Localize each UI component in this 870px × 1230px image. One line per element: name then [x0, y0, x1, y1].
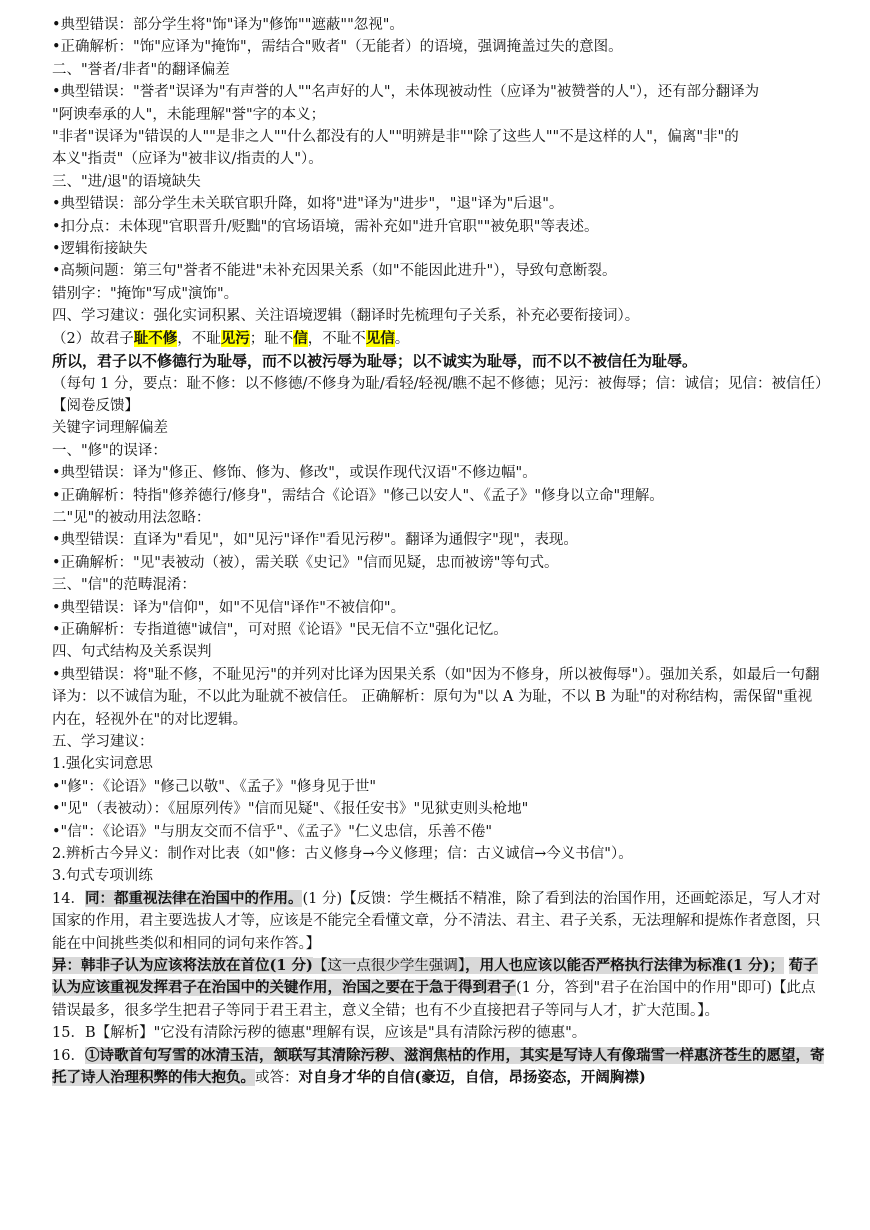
- text-line: •正确解析：专指道德"诚信"，可对照《论语》"民无信不立"强化记忆。: [52, 621, 508, 638]
- q2-answer: 所以，君子以不修德行为耻辱，而不以被污辱为耻辱；以不诚实为耻辱，而不以不被信任为耻辱。: [52, 352, 698, 371]
- section-heading: 二、"誉者/非者"的翻译偏差: [52, 61, 230, 78]
- text-line: •正确解析："见"表被动（被），需关联《史记》"信而见疑，忠而被谤"等句式。: [52, 554, 559, 571]
- section-heading: 五、学习建议：: [52, 734, 154, 750]
- text-line: •典型错误：译为"信仰"，如"不见信"译作"不被信仰"。: [52, 599, 406, 616]
- q14-feedback: (1 分)【反馈：学生概括不精准，除了看到法的治国作用，还画蛇添足，写人才对国家的作用，君主要选拔人才等，应该是不能完全看懂文章，分不清法、君主、君子关系，无法理解和提炼作者意图，只能在中间挑些类似和相同的词句来作答。】: [52, 890, 821, 952]
- q16-or: 或答：: [255, 1070, 299, 1087]
- text-line: •典型错误：部分学生将"饰"译为"修饰""遮蔽""忽视"。: [52, 17, 404, 33]
- q2-text: ，不耻: [177, 330, 221, 347]
- question-2-sentence: [52, 328, 826, 350]
- text-line: •典型错误：直译为"看见"，如"见污"译作"看见污秽"。翻译为通假字"现"，表现。: [52, 532, 578, 549]
- text-line: 3.句式专项训练: [52, 868, 153, 885]
- question-14-difference: [52, 955, 826, 1022]
- q14-yi-4: 荀子认为应该重视发挥君子在治国中的关键作用，治国之要在于急于得到君子: [52, 957, 818, 997]
- q2-text: 。: [394, 330, 410, 347]
- text-line: 1.强化实词意思: [52, 756, 153, 773]
- question-15: 15．B【解析】"它没有清除污秽的德惠"理解有误，应该是"具有清除污秽的德惠"。: [52, 1025, 587, 1042]
- section-heading: 四、学习建议：强化实词积累、关注语境逻辑（翻译时先梳理句子关系，补充必要衔接词）。: [52, 308, 640, 325]
- q14-number: 14．: [52, 890, 85, 907]
- section-heading: 二"见"的被动用法忽略：: [52, 509, 211, 526]
- text-line: •正确解析："饰"应译为"掩饰"，需结合"败者"（无能者）的语境，强调掩盖过失的意图。: [52, 39, 623, 56]
- q2-text: （2）故君子: [52, 330, 134, 347]
- section-heading: 三、"信"的范畴混淆：: [52, 577, 196, 594]
- q2-scoring: （每句 1 分，要点：耻不修：以不修德/不修身为耻/看轻/轻视/瞧不起不修德；见污：被侮辱；信：诚信；见信：被信任）: [52, 375, 830, 392]
- text-line: •典型错误：部分学生未关联官职升降，如将"进"译为"进步"，"退"译为"后退"。: [52, 196, 564, 213]
- question-16: [52, 1045, 826, 1090]
- q2-keyword: 耻不修: [133, 329, 178, 347]
- q2-keyword: 信: [293, 329, 308, 347]
- text-line: "非者"误译为"错误的人""是非之人""什么都没有的人""明辨是非""除了这些人""不是这样的人"，偏离"非"的: [52, 129, 739, 146]
- text-line: 错别字："掩饰"写成"演饰"。: [52, 285, 239, 302]
- text-line: 2.辨析古今异义：制作对比表（如"修：古义修身→今义修理；信：古义诚信→今义书信"）。: [52, 846, 633, 863]
- q16-answer: ①诗歌首句写雪的冰清玉洁，颔联写其清除污秽、滋润焦枯的作用，其实是写诗人有像瑞雪一样惠济苍生的愿望，寄托了诗人治理积弊的伟大抱负。: [52, 1046, 825, 1087]
- q2-text: ；耻不: [249, 330, 294, 347]
- q2-keyword: 见污: [220, 329, 250, 347]
- text-line: 关键字词理解偏差: [52, 420, 168, 437]
- text-line: "阿谀奉承的人"，未能理解"誉"字的本义；: [52, 106, 326, 123]
- q14-yi-2: 【这一点很少学生强调】: [312, 958, 466, 975]
- text-line: •高频问题：第三句"誉者不能进"未补充因果关系（如"不能因此进升"），导致句意断裂。: [52, 263, 617, 280]
- q16-number: 16．: [52, 1047, 85, 1064]
- q14-yi-1: 异：韩非子认为应该将法放在首位(1 分): [52, 957, 313, 975]
- feedback-heading: 【阅卷反馈】: [52, 397, 139, 414]
- text-line: •扣分点：未体现"官职晋升/贬黜"的官场语境，需补充如"进升官职""被免职"等表述。: [52, 218, 599, 235]
- q14-yi-3: ，用人也应该以能否严格执行法律为标准(1 分)；: [465, 957, 784, 975]
- q2-keyword: 见信: [365, 329, 395, 347]
- q16-alt: 对自身才华的自信(豪迈，自信，昂扬姿态，开阔胸襟): [298, 1069, 646, 1087]
- question-14: [52, 888, 826, 955]
- section-heading: 三、"进/退"的语境缺失: [52, 173, 201, 190]
- q2-text: ，不耻不: [307, 330, 366, 347]
- text-line: •正确解析：特指"修养德行/修身"，需结合《论语》"修己以安人"、《孟子》"修身以立命"理解。: [52, 487, 664, 504]
- text-line: •"信"：《论语》"与朋友交而不信乎"、《孟子》"仁义忠信，乐善不倦": [52, 823, 493, 840]
- q14-answer: 同：都重视法律在治国中的作用。: [84, 889, 303, 907]
- text-line: •"见"（表被动）：《屈原列传》"信而见疑"、《报任安书》"见狱吏则头枪地": [52, 801, 529, 818]
- text-line: •典型错误：译为"修正、修饰、修为、修改"，或误作现代汉语"不修边幅"。: [52, 465, 537, 482]
- text-line: 本义"指责"（应译为"被非议/指责的人"）。: [52, 151, 323, 168]
- text-line: •"修"：《论语》"修己以敬"、《孟子》"修身见于世": [52, 778, 377, 795]
- q14-yi-5: (1 分，答到"君子在治国中的作用"即可)【此点错误最多，很多学生把君子等同于君王君主，意义全错；也有不少直接把君子等同与人才，扩大范围。】。: [52, 980, 816, 1019]
- text-line: •典型错误："誉者"误译为"有声誉的人""名声好的人"，未体现被动性（应译为"被赞誉的人"），还有部分翻译为: [52, 84, 760, 101]
- structure-paragraph: •典型错误：将"耻不修，不耻见污"的并列对比译为因果关系（如"因为不修身，所以被侮辱"）。强加关系，如最后一句翻译为：以不诚信为耻，不以此为耻就不被信任。 正确解析：原句为"以 A 为耻，不以 B 为耻"的对称结构，需保留"重视内在，轻视外在"的对比逻辑。: [52, 666, 820, 728]
- section-heading: 四、句式结构及关系误判: [52, 644, 212, 661]
- section-heading: 一、"修"的误译：: [52, 442, 167, 459]
- text-line: •逻辑衔接缺失: [52, 241, 148, 258]
